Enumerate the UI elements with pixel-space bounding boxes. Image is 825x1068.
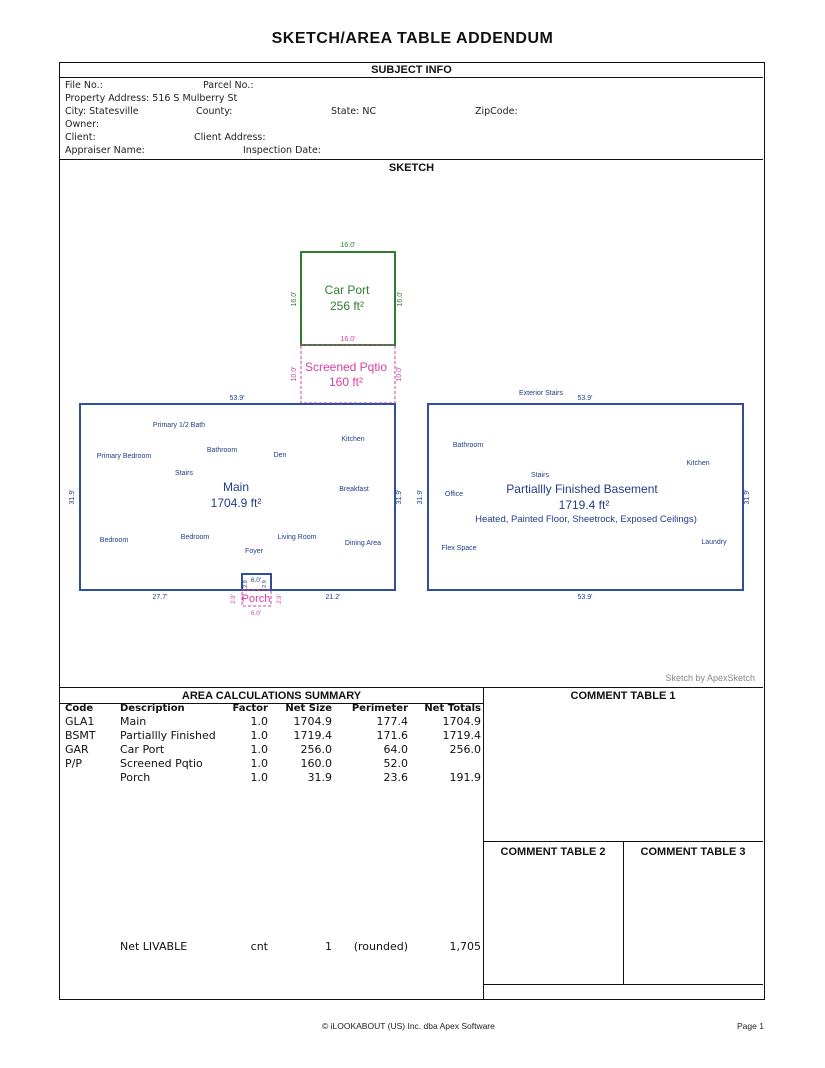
area-calc-cell: 256.0 [449, 743, 481, 756]
area-calc-cell: 1.0 [250, 743, 268, 756]
porch-dim-bottom: 6.0' [250, 610, 262, 617]
main-area: 1704.9 ft² [210, 496, 262, 510]
porch-dim-right: 2.9' [277, 594, 283, 604]
area-calc-cell: 1704.9 [293, 715, 332, 728]
basement-dim-left: 31.9' [417, 489, 424, 505]
porch-inner-right: 2.9 [262, 580, 268, 588]
owner: Owner: [65, 119, 100, 130]
area-calc-cell: 1.0 [250, 729, 268, 742]
inspection-date: Inspection Date: [243, 145, 321, 156]
area-calc-cell: 64.0 [383, 743, 408, 756]
basement-note: Heated, Painted Floor, Sheetrock, Exposed Ceilings) [475, 514, 697, 525]
county: County: [196, 106, 233, 117]
zip-code: ZipCode: [475, 106, 518, 117]
file-no: File No.: [65, 80, 103, 91]
net-livable-cnt: cnt [250, 940, 268, 953]
porch-dim-left: 2.9' [231, 594, 237, 604]
carport-dim-left: 16.0' [291, 291, 298, 307]
area-calc-cell: 177.4 [376, 715, 408, 728]
carport-label: Car Port [324, 283, 370, 297]
comment-table-1-header: COMMENT TABLE 1 [570, 690, 676, 702]
porch-dim-top: 6.0' [250, 577, 262, 584]
main-dim-bottom-right: 21.2' [325, 594, 341, 601]
property-address: Property Address: 516 S Mulberry St [65, 93, 238, 104]
net-livable-total: 1,705 [449, 940, 481, 953]
area-calc-cell: Main [120, 715, 147, 728]
area-calc-cell: 191.9 [449, 771, 481, 784]
area-calc-cell: 23.6 [383, 771, 408, 784]
sketch-header: SKETCH [388, 162, 435, 174]
subject-info-header: SUBJECT INFO [371, 64, 452, 76]
area-calc-cell: Partiallly Finished [120, 729, 216, 742]
basement-outline [428, 404, 743, 590]
room-label: Flex Space [441, 545, 477, 552]
room-label: Primary Bedroom [96, 453, 152, 460]
carport-area: 256 ft² [329, 299, 365, 313]
room-label: Laundry [701, 539, 727, 546]
screened-dim-left: 10.0' [291, 366, 298, 382]
area-calc-cell: 1719.4 [293, 729, 332, 742]
room-label: Bathroom [206, 447, 238, 454]
main-dim-top: 53.9' [229, 395, 245, 402]
parcel-no: Parcel No.: [203, 80, 254, 91]
area-calc-cell: 1.0 [250, 757, 268, 770]
room-label: Bathroom [452, 442, 484, 449]
client: Client: [65, 132, 96, 143]
screened-patio-outline [301, 345, 395, 403]
main-dim-left: 31.9' [69, 489, 76, 505]
col-net-totals: Net Totals [424, 703, 481, 714]
area-calc-cell: 1719.4 [442, 729, 481, 742]
col-net-size: Net Size [285, 703, 332, 714]
appraiser-name: Appraiser Name: [65, 145, 145, 156]
room-label: Foyer [245, 548, 263, 555]
area-calc-cell: GAR [65, 743, 89, 756]
carport-dim-top: 16.0' [340, 242, 356, 249]
basement-label: Partiallly Finished Basement [506, 482, 658, 496]
exterior-stairs-label: Exterior Stairs [519, 390, 563, 397]
col-code: Code [65, 703, 94, 714]
room-label: Living Room [277, 534, 317, 541]
area-calc-cell: Screened Pqtio [120, 757, 203, 770]
sketch-credit: Sketch by ApexSketch [665, 673, 755, 683]
area-calc-cell: P/P [65, 757, 82, 770]
area-calc-cell: Porch [120, 771, 151, 784]
basement-dim-bottom: 53.9' [577, 594, 593, 601]
area-calc-cell: BSMT [65, 729, 96, 742]
area-calc-cell: 1.0 [250, 715, 268, 728]
room-label: Stairs [175, 470, 193, 477]
area-calc-cell: GLA1 [65, 715, 95, 728]
area-calc-cell: 171.6 [376, 729, 408, 742]
porch-label: Porch [241, 593, 271, 605]
comment-table-3-header: COMMENT TABLE 3 [640, 846, 746, 858]
comment-table-2-header: COMMENT TABLE 2 [500, 846, 606, 858]
area-calc-cell: 160.0 [300, 757, 332, 770]
city: City: Statesville [65, 106, 139, 117]
room-label: Breakfast [339, 486, 369, 493]
basement-area: 1719.4 ft² [558, 498, 610, 512]
room-label: Stairs [531, 472, 549, 479]
page-title: SKETCH/AREA TABLE ADDENDUM [271, 30, 554, 47]
porch-inner-left: 2.9 [243, 580, 249, 588]
col-factor: Factor [232, 703, 268, 714]
screened-dim-right: 10.0' [396, 366, 403, 382]
carport-dim-right: 16.0' [397, 291, 404, 307]
net-livable-rounded: (rounded) [353, 940, 408, 953]
col-description: Description [120, 703, 185, 714]
main-dim-right: 31.9' [396, 489, 403, 505]
carport-dim-bottom: 16.0' [340, 336, 356, 343]
area-calc-cell: 52.0 [383, 757, 408, 770]
area-calc-cell: 31.9 [307, 771, 332, 784]
basement-dim-top: 53.9' [577, 395, 593, 402]
basement-dim-right: 31.9' [744, 489, 751, 505]
area-calc-cell: 256.0 [300, 743, 332, 756]
room-label: Primary 1/2 Bath [152, 422, 206, 429]
state: State: NC [331, 106, 377, 117]
room-label: Dining Area [344, 540, 382, 547]
room-label: Kitchen [341, 436, 365, 443]
area-calc-cell: 1.0 [250, 771, 268, 784]
page-number: Page 1 [737, 1021, 764, 1031]
client-address: Client Address: [194, 132, 266, 143]
main-dim-bottom-left: 27.7' [152, 594, 168, 601]
main-label: Main [222, 480, 250, 494]
area-calc-cell: Car Port [120, 743, 165, 756]
room-label: Kitchen [686, 460, 710, 467]
col-perimeter: Perimeter [351, 703, 408, 714]
net-livable-label: Net LIVABLE [120, 940, 188, 953]
room-label: Office [444, 491, 464, 498]
area-calc-cell: 1704.9 [442, 715, 481, 728]
screened-label: Screened Pqtio [304, 360, 388, 374]
room-label: Bedroom [180, 534, 210, 541]
net-livable-count: 1 [325, 940, 332, 953]
copyright: © iLOOKABOUT (US) Inc. dba Apex Software [322, 1021, 495, 1031]
area-calc-header: AREA CALCULATIONS SUMMARY [181, 690, 362, 702]
room-label: Bedroom [99, 537, 129, 544]
room-label: Den [273, 452, 287, 459]
screened-area: 160 ft² [328, 375, 364, 389]
